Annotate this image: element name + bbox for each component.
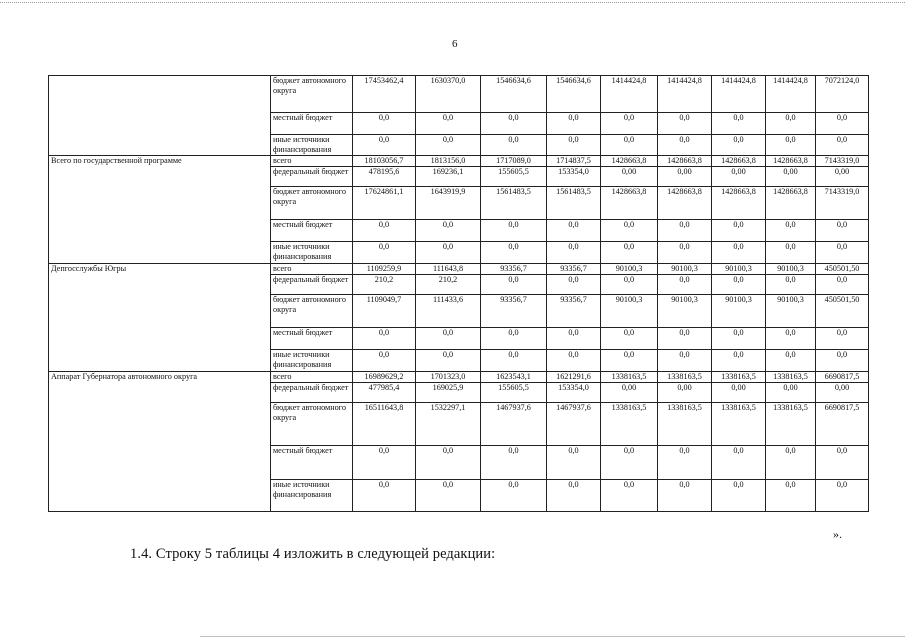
funding-source-cell: бюджет автономного округа (271, 187, 353, 220)
value-cell: 478195,6 (353, 167, 416, 187)
value-cell: 0,0 (712, 446, 766, 480)
value-cell: 0,0 (816, 220, 869, 242)
value-cell: 0,0 (353, 328, 416, 350)
table-row (49, 372, 869, 383)
value-cell: 0,0 (601, 446, 658, 480)
scan-top-border (0, 2, 905, 4)
value-cell: 0,0 (481, 220, 547, 242)
program-name-cell (49, 76, 271, 156)
value-cell: 6690817,5 (816, 372, 869, 383)
value-cell: 0,0 (658, 480, 712, 512)
funding-source-cell: иные источники финансирования (271, 135, 353, 156)
value-cell: 1428663,8 (601, 156, 658, 167)
value-cell: 0,0 (712, 275, 766, 295)
value-cell: 0,0 (658, 135, 712, 156)
value-cell: 153354,0 (547, 383, 601, 403)
value-cell: 90100,3 (712, 264, 766, 275)
value-cell: 0,0 (601, 135, 658, 156)
value-cell: 16511643,8 (353, 403, 416, 446)
value-cell: 90100,3 (601, 295, 658, 328)
value-cell: 1109259,9 (353, 264, 416, 275)
value-cell: 90100,3 (601, 264, 658, 275)
value-cell: 1714837,5 (547, 156, 601, 167)
value-cell: 7143319,0 (816, 156, 869, 167)
value-cell: 0,0 (481, 328, 547, 350)
funding-source-cell: всего (271, 264, 353, 275)
value-cell: 111433,6 (416, 295, 481, 328)
value-cell: 0,0 (353, 446, 416, 480)
value-cell: 1338163,5 (601, 372, 658, 383)
value-cell: 90100,3 (658, 295, 712, 328)
value-cell: 0,00 (712, 167, 766, 187)
value-cell: 93356,7 (481, 295, 547, 328)
value-cell: 1428663,8 (766, 156, 816, 167)
value-cell: 1428663,8 (658, 187, 712, 220)
value-cell: 6690817,5 (816, 403, 869, 446)
value-cell: 0,0 (416, 113, 481, 135)
value-cell: 0,0 (601, 220, 658, 242)
value-cell: 0,0 (416, 350, 481, 372)
page-number: 6 (452, 38, 458, 50)
funding-source-cell: бюджет автономного округа (271, 403, 353, 446)
value-cell: 0,0 (601, 242, 658, 264)
value-cell: 0,0 (816, 113, 869, 135)
value-cell: 1546634,6 (481, 76, 547, 113)
value-cell: 0,0 (481, 242, 547, 264)
value-cell: 450501,50 (816, 295, 869, 328)
funding-source-cell: местный бюджет (271, 328, 353, 350)
value-cell: 0,0 (547, 242, 601, 264)
value-cell: 1630370,0 (416, 76, 481, 113)
value-cell: 1428663,8 (712, 156, 766, 167)
value-cell: 0,00 (601, 383, 658, 403)
value-cell: 0,0 (481, 480, 547, 512)
funding-source-cell: иные источники финансирования (271, 242, 353, 264)
funding-source-cell: федеральный бюджет (271, 383, 353, 403)
funding-source-cell: местный бюджет (271, 113, 353, 135)
value-cell: 0,0 (766, 242, 816, 264)
value-cell: 17453462,4 (353, 76, 416, 113)
value-cell: 1623543,1 (481, 372, 547, 383)
value-cell: 1717089,0 (481, 156, 547, 167)
value-cell: 0,0 (766, 275, 816, 295)
funding-table (48, 75, 869, 512)
funding-source-cell: всего (271, 156, 353, 167)
value-cell: 169025,9 (416, 383, 481, 403)
value-cell: 155605,5 (481, 167, 547, 187)
value-cell: 0,00 (712, 383, 766, 403)
value-cell: 0,0 (481, 113, 547, 135)
value-cell: 1414424,8 (658, 76, 712, 113)
value-cell: 0,0 (816, 446, 869, 480)
value-cell: 0,0 (712, 328, 766, 350)
value-cell: 0,0 (658, 275, 712, 295)
value-cell: 0,00 (816, 167, 869, 187)
value-cell: 210,2 (353, 275, 416, 295)
value-cell: 0,0 (353, 135, 416, 156)
value-cell: 210,2 (416, 275, 481, 295)
value-cell: 0,0 (481, 135, 547, 156)
program-name-cell: Депгосслужбы Югры (49, 264, 271, 372)
value-cell: 0,0 (547, 328, 601, 350)
value-cell: 0,0 (658, 350, 712, 372)
value-cell: 0,0 (547, 446, 601, 480)
value-cell: 0,0 (547, 480, 601, 512)
value-cell: 1467937,6 (481, 403, 547, 446)
funding-source-cell: местный бюджет (271, 220, 353, 242)
value-cell: 0,0 (416, 135, 481, 156)
value-cell: 0,0 (353, 242, 416, 264)
value-cell: 0,0 (658, 113, 712, 135)
value-cell: 0,0 (353, 113, 416, 135)
value-cell: 0,00 (658, 167, 712, 187)
value-cell: 0,0 (353, 480, 416, 512)
value-cell: 0,0 (766, 480, 816, 512)
value-cell: 0,0 (816, 350, 869, 372)
value-cell: 0,0 (816, 328, 869, 350)
value-cell: 1338163,5 (766, 403, 816, 446)
value-cell: 1428663,8 (658, 156, 712, 167)
value-cell: 0,00 (658, 383, 712, 403)
value-cell: 1428663,8 (766, 187, 816, 220)
value-cell: 0,0 (712, 135, 766, 156)
value-cell: 0,0 (353, 220, 416, 242)
value-cell: 1467937,6 (547, 403, 601, 446)
value-cell: 1532297,1 (416, 403, 481, 446)
value-cell: 0,0 (481, 446, 547, 480)
value-cell: 0,0 (547, 135, 601, 156)
value-cell: 1813156,0 (416, 156, 481, 167)
value-cell: 0,0 (712, 242, 766, 264)
funding-source-cell: бюджет автономного округа (271, 295, 353, 328)
funding-source-cell: бюджет автономного округа (271, 76, 353, 113)
funding-source-cell: всего (271, 372, 353, 383)
value-cell: 90100,3 (766, 295, 816, 328)
value-cell: 16989629,2 (353, 372, 416, 383)
value-cell: 0,0 (712, 350, 766, 372)
value-cell: 0,0 (547, 220, 601, 242)
value-cell: 1338163,5 (658, 372, 712, 383)
program-name-cell: Аппарат Губернатора автономного округа (49, 372, 271, 512)
value-cell: 0,0 (601, 480, 658, 512)
value-cell: 90100,3 (658, 264, 712, 275)
closing-quote: ». (833, 527, 842, 541)
value-cell: 1338163,5 (658, 403, 712, 446)
value-cell: 1338163,5 (766, 372, 816, 383)
value-cell: 0,0 (658, 328, 712, 350)
funding-source-cell: местный бюджет (271, 446, 353, 480)
value-cell: 1338163,5 (712, 372, 766, 383)
value-cell: 93356,7 (547, 264, 601, 275)
value-cell: 1338163,5 (601, 403, 658, 446)
value-cell: 7143319,0 (816, 187, 869, 220)
table-row (49, 156, 869, 167)
value-cell: 477985,4 (353, 383, 416, 403)
value-cell: 0,0 (416, 480, 481, 512)
value-cell: 0,0 (766, 220, 816, 242)
value-cell: 90100,3 (712, 295, 766, 328)
value-cell: 0,0 (766, 446, 816, 480)
value-cell: 0,0 (816, 242, 869, 264)
value-cell: 18103056,7 (353, 156, 416, 167)
value-cell: 1338163,5 (712, 403, 766, 446)
value-cell: 1546634,6 (547, 76, 601, 113)
value-cell: 1414424,8 (712, 76, 766, 113)
value-cell: 153354,0 (547, 167, 601, 187)
value-cell: 0,0 (658, 446, 712, 480)
value-cell: 0,0 (816, 275, 869, 295)
value-cell: 0,0 (601, 350, 658, 372)
value-cell: 1701323,0 (416, 372, 481, 383)
value-cell: 1643919,9 (416, 187, 481, 220)
value-cell: 1414424,8 (601, 76, 658, 113)
value-cell: 111643,8 (416, 264, 481, 275)
value-cell: 0,0 (601, 328, 658, 350)
value-cell: 90100,3 (766, 264, 816, 275)
value-cell: 0,0 (601, 113, 658, 135)
value-cell: 0,0 (712, 113, 766, 135)
value-cell: 0,0 (712, 480, 766, 512)
value-cell: 1428663,8 (601, 187, 658, 220)
funding-source-cell: федеральный бюджет (271, 275, 353, 295)
scan-bottom-border (200, 636, 905, 638)
value-cell: 1428663,8 (712, 187, 766, 220)
funding-source-cell: иные источники финансирования (271, 480, 353, 512)
value-cell: 0,00 (766, 383, 816, 403)
program-name-cell: Всего по государственной программе (49, 156, 271, 264)
value-cell: 0,0 (353, 350, 416, 372)
value-cell: 0,0 (816, 480, 869, 512)
value-cell: 0,00 (601, 167, 658, 187)
value-cell: 0,0 (766, 113, 816, 135)
value-cell: 1621291,6 (547, 372, 601, 383)
value-cell: 1414424,8 (766, 76, 816, 113)
value-cell: 0,0 (658, 220, 712, 242)
table-row (49, 264, 869, 275)
value-cell: 1561483,5 (481, 187, 547, 220)
table-row (49, 76, 869, 113)
value-cell: 0,0 (481, 275, 547, 295)
value-cell: 17624861,1 (353, 187, 416, 220)
value-cell: 93356,7 (547, 295, 601, 328)
value-cell: 0,0 (547, 113, 601, 135)
value-cell: 0,0 (416, 446, 481, 480)
value-cell: 0,0 (547, 350, 601, 372)
value-cell: 0,0 (416, 242, 481, 264)
value-cell: 0,0 (416, 328, 481, 350)
value-cell: 7072124,0 (816, 76, 869, 113)
amendment-paragraph: 1.4. Строку 5 таблицы 4 изложить в следующей редакции: (130, 546, 496, 562)
value-cell: 155605,5 (481, 383, 547, 403)
value-cell: 0,0 (816, 135, 869, 156)
value-cell: 93356,7 (481, 264, 547, 275)
value-cell: 0,0 (766, 328, 816, 350)
value-cell: 0,00 (816, 383, 869, 403)
value-cell: 1561483,5 (547, 187, 601, 220)
value-cell: 169236,1 (416, 167, 481, 187)
value-cell: 0,0 (766, 135, 816, 156)
funding-source-cell: иные источники финансирования (271, 350, 353, 372)
value-cell: 0,0 (547, 275, 601, 295)
value-cell: 0,0 (658, 242, 712, 264)
value-cell: 0,0 (766, 350, 816, 372)
value-cell: 1109049,7 (353, 295, 416, 328)
value-cell: 0,0 (416, 220, 481, 242)
funding-source-cell: федеральный бюджет (271, 167, 353, 187)
value-cell: 0,0 (601, 275, 658, 295)
value-cell: 0,0 (712, 220, 766, 242)
value-cell: 0,00 (766, 167, 816, 187)
value-cell: 450501,50 (816, 264, 869, 275)
value-cell: 0,0 (481, 350, 547, 372)
